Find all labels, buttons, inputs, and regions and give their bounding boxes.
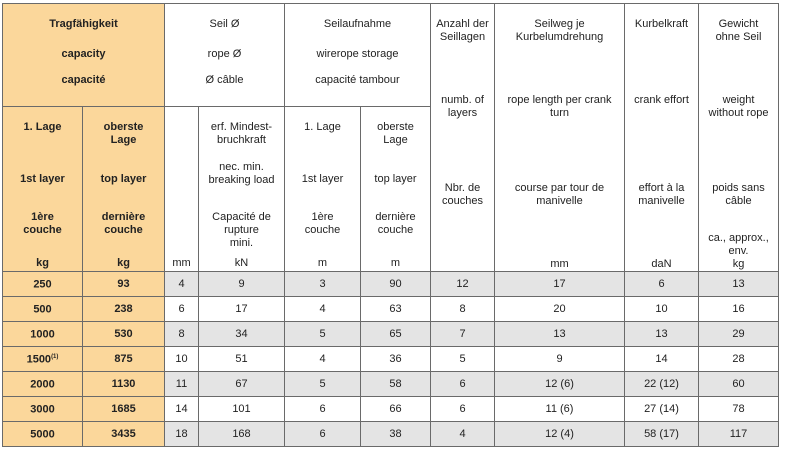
breaking-load: 101 — [199, 397, 285, 422]
crank-effort: 14 — [625, 347, 699, 372]
table-row — [3, 347, 779, 372]
capacity-first-layer: 1000 — [3, 322, 83, 347]
table-row — [3, 422, 779, 447]
crank-effort-header: Kurbelkraft crank effort effort à la manivelle daN — [625, 4, 699, 272]
crank-effort: 6 — [625, 272, 699, 297]
crank-effort: 27 (14) — [625, 397, 699, 422]
first-layer-header: 1. Lage 1st layer 1ère couche kg — [3, 107, 83, 272]
storage-first-layer: 6 — [285, 422, 361, 447]
storage-first-layer: 4 — [285, 347, 361, 372]
rope-diameter: 10 — [165, 347, 199, 372]
capacity-top-layer: 93 — [83, 272, 165, 297]
rope-diameter: 4 — [165, 272, 199, 297]
weight: 16 — [699, 297, 779, 322]
breaking-load: 17 — [199, 297, 285, 322]
storage-top-layer: 63 — [361, 297, 431, 322]
rope-diameter: 11 — [165, 372, 199, 397]
crank-effort: 22 (12) — [625, 372, 699, 397]
layer-count: 6 — [431, 372, 495, 397]
rope-diameter: 6 — [165, 297, 199, 322]
weight: 60 — [699, 372, 779, 397]
weight: 13 — [699, 272, 779, 297]
storage-first-layer: 6 — [285, 397, 361, 422]
storage-first-layer: 4 — [285, 297, 361, 322]
layer-count: 12 — [431, 272, 495, 297]
table-row — [3, 297, 779, 322]
capacity-first-layer: 2000 — [3, 372, 83, 397]
rope-diameter: 18 — [165, 422, 199, 447]
layer-count: 7 — [431, 322, 495, 347]
layers-header: Anzahl der Seillagen numb. of layers Nbr. de couches — [431, 4, 495, 272]
storage-top-layer: 58 — [361, 372, 431, 397]
capacity-first-layer: 3000 — [3, 397, 83, 422]
crank-effort: 58 (17) — [625, 422, 699, 447]
table-row — [3, 272, 779, 297]
weight: 78 — [699, 397, 779, 422]
rope-per-turn: 13 — [495, 322, 625, 347]
capacity-first-layer: 500 — [3, 297, 83, 322]
capacity-first-layer: 5000 — [3, 422, 83, 447]
rope-per-turn: 12 (6) — [495, 372, 625, 397]
capacity-top-layer: 1130 — [83, 372, 165, 397]
storage-top-layer: 66 — [361, 397, 431, 422]
header-top-row — [3, 4, 779, 107]
storage-top-layer: 90 — [361, 272, 431, 297]
capacity-top-layer: 3435 — [83, 422, 165, 447]
breaking-load-header: erf. Mindest- bruchkraft nec. min. breaking load Capacité de rupture mini. kN — [199, 107, 285, 272]
storage-first-layer: 5 — [285, 372, 361, 397]
crank-effort: 13 — [625, 322, 699, 347]
storage-top-layer-header: oberste Lage top layer dernière couche m — [361, 107, 431, 272]
top-layer-header: oberste Lage top layer dernière couche kg — [83, 107, 165, 272]
storage-top-layer: 65 — [361, 322, 431, 347]
capacity-top-layer: 238 — [83, 297, 165, 322]
storage-first-layer-header: 1. Lage 1st layer 1ère couche m — [285, 107, 361, 272]
layer-count: 6 — [431, 397, 495, 422]
rope-diameter: 8 — [165, 322, 199, 347]
weight-header: Gewicht ohne Seil weight without rope poids sans câble ca., approx., env. kg — [699, 4, 779, 272]
crank-effort: 10 — [625, 297, 699, 322]
rope-per-turn: 20 — [495, 297, 625, 322]
weight: 28 — [699, 347, 779, 372]
breaking-load: 9 — [199, 272, 285, 297]
rope-per-turn: 11 (6) — [495, 397, 625, 422]
breaking-load: 67 — [199, 372, 285, 397]
rope-diameter-header: Seil Ø rope Ø Ø câble — [165, 4, 285, 107]
breaking-load: 34 — [199, 322, 285, 347]
capacity-header: Tragfähigkeit capacity capacité — [3, 4, 165, 107]
storage-first-layer: 5 — [285, 322, 361, 347]
winch-spec-table — [2, 3, 779, 447]
capacity-first-layer: 1500$^{(1)}$ — [3, 347, 83, 372]
layer-count: 5 — [431, 347, 495, 372]
table-row — [3, 372, 779, 397]
table-row — [3, 322, 779, 347]
capacity-top-layer: 530 — [83, 322, 165, 347]
rope-diameter: 14 — [165, 397, 199, 422]
breaking-load: 51 — [199, 347, 285, 372]
storage-top-layer: 36 — [361, 347, 431, 372]
breaking-load: 168 — [199, 422, 285, 447]
rope-mm-header: mm — [165, 107, 199, 272]
layer-count: 8 — [431, 297, 495, 322]
rope-per-turn-header: Seilweg je Kurbelumdrehung rope length per crank turn course par tour de manivelle mm — [495, 4, 625, 272]
storage-header: Seilaufnahme wirerope storage capacité tambour — [285, 4, 431, 107]
capacity-first-layer: 250 — [3, 272, 83, 297]
layer-count: 4 — [431, 422, 495, 447]
rope-per-turn: 17 — [495, 272, 625, 297]
capacity-top-layer: 875 — [83, 347, 165, 372]
rope-per-turn: 9 — [495, 347, 625, 372]
weight: 29 — [699, 322, 779, 347]
rope-per-turn: 12 (4) — [495, 422, 625, 447]
capacity-top-layer: 1685 — [83, 397, 165, 422]
storage-top-layer: 38 — [361, 422, 431, 447]
data-body — [3, 272, 779, 447]
table-row — [3, 397, 779, 422]
weight: 117 — [699, 422, 779, 447]
storage-first-layer: 3 — [285, 272, 361, 297]
